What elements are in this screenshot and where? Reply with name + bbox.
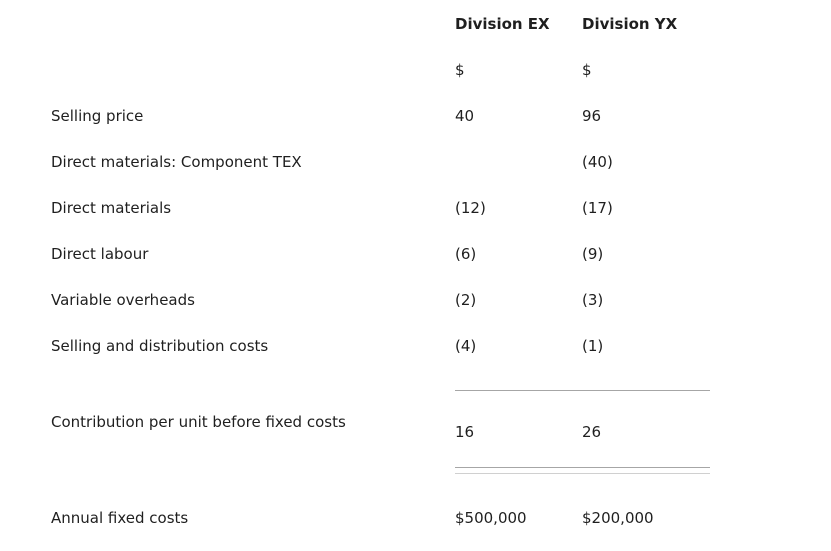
row-label-variable-overheads: Variable overheads (51, 291, 195, 309)
total-rule-lower (455, 473, 710, 474)
fixed-costs-ex: $500,000 (455, 509, 527, 527)
row-value-yx: (3) (582, 291, 604, 309)
fixed-costs-yx: $200,000 (582, 509, 654, 527)
currency-yx: $ (582, 61, 592, 79)
row-label-direct-labour: Direct labour (51, 245, 149, 263)
contribution-ex: 16 (455, 423, 475, 441)
row-label-selling-distribution: Selling and distribution costs (51, 337, 269, 355)
fixed-costs-label: Annual fixed costs (51, 509, 189, 527)
row-value-ex: (6) (455, 245, 477, 263)
total-rule-upper (455, 467, 710, 468)
row-label-direct-materials: Direct materials (51, 199, 172, 217)
currency-ex: $ (455, 61, 465, 79)
row-value-ex: (4) (455, 337, 477, 355)
row-value-ex: 40 (455, 107, 475, 125)
row-value-yx: (9) (582, 245, 604, 263)
row-label-selling-price: Selling price (51, 107, 144, 125)
header-division-yx: Division YX (582, 15, 678, 33)
row-value-yx: 96 (582, 107, 602, 125)
row-value-yx: (40) (582, 153, 613, 171)
row-value-yx: (1) (582, 337, 604, 355)
row-value-ex: (12) (455, 199, 486, 217)
header-division-ex: Division EX (455, 15, 550, 33)
contribution-yx: 26 (582, 423, 602, 441)
subtotal-rule (455, 390, 710, 391)
row-value-yx: (17) (582, 199, 613, 217)
contribution-label: Contribution per unit before fixed costs (51, 413, 346, 431)
row-label-component-tex: Direct materials: Component TEX (51, 153, 302, 171)
row-value-ex: (2) (455, 291, 477, 309)
